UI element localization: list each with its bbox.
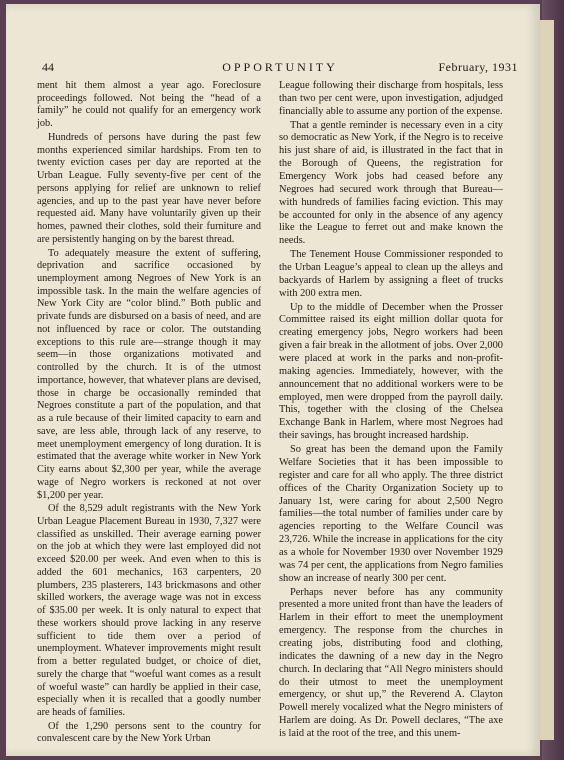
paragraph: That a gentle reminder is necessary even in a city so democratic as New York, if the Negro is to receive his just share of aid, is illustrated in the fact that in the Borough of Queens, the registration for Emergency Work jobs had ceased before any Negroes had secured work through that Bureau—with hundreds of families facing eviction. This may be accounted for only in the absence of any agency like the League to ferret out and make known the needs. <box>279 119 503 247</box>
paragraph: ment hit them almost a year ago. Foreclosure proceedings followed. Not being the “head of a family” he could not qualify for an emergency work job. <box>37 80 261 130</box>
paragraph: League following their discharge from hospitals, less than two per cent were, upon investigation, adjudged financially able to assume any portion of the expense. <box>279 80 503 117</box>
page-number: 44 <box>42 60 54 74</box>
paragraph: To adequately measure the extent of suffering, deprivation and sacrifice occasioned by unemployment among Negroes of New York is an impossible task. In the main the welfare agencies of New York City are “color blind.” Both public and private funds are disbursed on a basis of need, and are not influenced by race or color. The outstanding exceptions to this rule are—strange though it may seem—in those organizations motivated and controlled by the church. It is of the utmost importance, however, that whatever plans are devised, those in charge be occasionally reminded that Negroes constitute a part of the population, and that as a rule because of their limited capacity to earn and save, are less able, through lack of any reserve, to meet unemployment emergency of long duration. It is estimated that the average white worker in New York City earns about $2,300 per year, while the average wage of Negro workers is reckoned at not over $1,200 per year. <box>37 247 261 501</box>
journal-title: OPPORTUNITY <box>222 60 338 74</box>
paragraph: Perhaps never before has any community presented a more united front than have the leaders of Harlem in their effort to meet the unemployment emergency. The response from the churches in creating jobs, distributing food and clothing, indicates the dawning of a new day in the Negro church. In declaring that “All Negro ministers should do their utmost to meet the unemployment emergency, or shut up,” the Reverend A. Clayton Powell merely vocalized what the Negro ministers of Harlem are doing. As Dr. Powell declares, “The axe is laid at the root of the tree, and this unem- <box>279 586 503 739</box>
paragraph: The Tenement House Commissioner responded to the Urban League’s appeal to clean up the alleys and backyards of Harlem by assigning a fleet of trucks with 200 extra men. <box>279 249 503 299</box>
paragraph: Of the 1,290 persons sent to the country for convalescent care by the New York Urban <box>37 720 261 745</box>
paragraph: Of the 8,529 adult registrants with the New York Urban League Placement Bureau in 1930, 7,327 were classified as unskilled. Their average earning power on the job at which they were last employed did not exceed $20.00 per week. And even when to this is added the 601 mechanics, 163 carpenters, 20 plumbers, 235 plasterers, 143 brickmasons and other skilled workers, the average wage was not in excess of $35.00 per week. It is only natural to expect that these workers should prove lacking in any reserve sufficient to tide them over a period of unemployment. Whatever improvements might result from a better regulated budget, or choice of diet, surely the charge that “woeful want comes as a result of woeful waste” can hardly be applied in their case, especially when it is recalled that a goodly number are heads of families. <box>37 503 261 718</box>
paragraph: So great has been the demand upon the Family Welfare Societies that it has been impossible to register and care for all who apply. The three district offices of the Charity Organization Society up to January 1st, were caring for about 2,500 Negro families—the total number of families under care by agencies reporting to the Welfare Council was 23,726. While the increase in applications for the city as a whole for November 1930 over November 1929 was 74 per cent, the applications from Negro families show an increase of nearly 300 per cent. <box>279 444 503 584</box>
paragraph: Hundreds of persons have during the past few months experienced similar hardships. From ten to twenty eviction cases per day are reported at the Urban League. Fully seventy-five per cent of the persons applying for relief are unknown to relief agencies, and up to the past year have never before requested aid. Many have voluntarily given up their homes, pawned their clothes, sold their furniture and are persistently hanging on by the barest thread. <box>37 131 261 245</box>
next-page-edge <box>540 20 554 740</box>
right-column <box>279 80 503 742</box>
paragraph: Up to the middle of December when the Prosser Committee raised its eight million dollar quota for creating emergency jobs, Negro workers had been given a fair break in the allotment of jobs. Over 2,000 were placed at work in the parks and non-profit-making agencies. Immediately, however, with the announcement that no additional workers were to be employed, men were dropped from the payroll daily. This, together with the closing of the Chelsea Exchange Bank in Harlem, where most Negroes had their savings, has brought increased hardship. <box>279 301 503 442</box>
journal-page <box>6 4 540 756</box>
left-column <box>37 80 261 747</box>
issue-date: February, 1931 <box>438 60 518 74</box>
running-header <box>42 60 518 76</box>
